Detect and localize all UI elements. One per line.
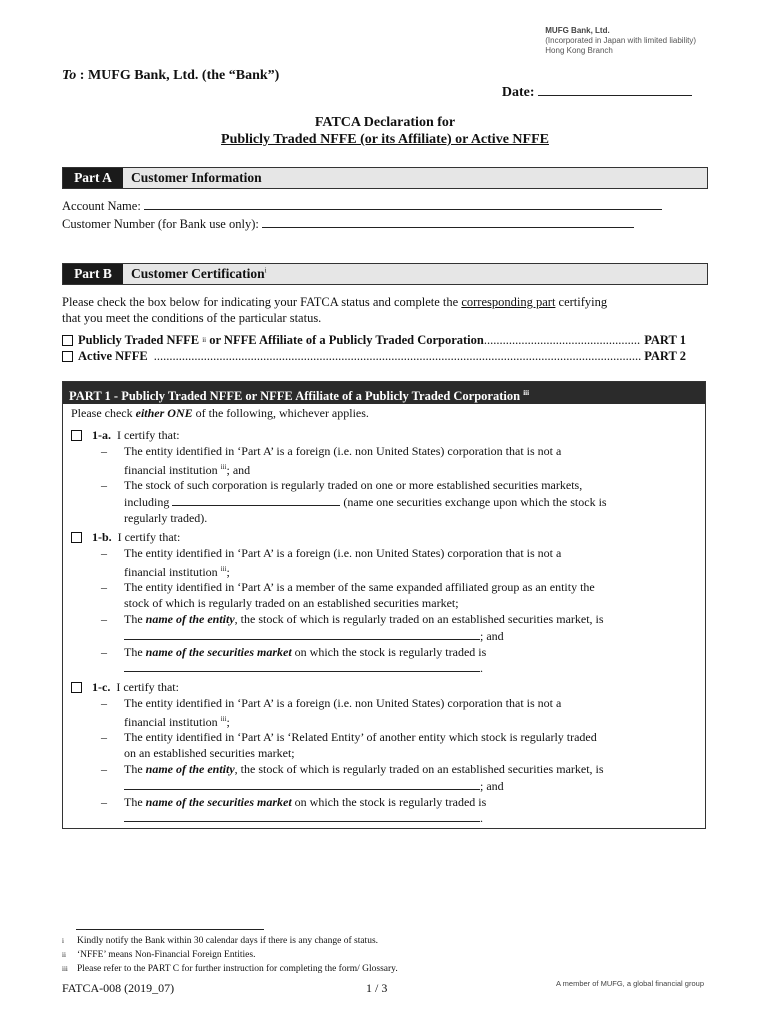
date-field[interactable] (538, 84, 692, 96)
bullet-text: The entity identified in ‘Part A’ is a foreign (i.e. non United States) corporation that is not a (124, 443, 562, 458)
bullet-text: , the stock of which is regularly traded on an established securities market, is (234, 761, 604, 776)
bullet-text: (name one securities exchange upon which the stock is (340, 495, 607, 510)
bullet-text: . (480, 661, 483, 676)
bullet-text: . (480, 811, 483, 826)
part-b-tag: Part B (63, 264, 123, 284)
page-number: 1 / 3 (366, 981, 388, 995)
bullet-text: The entity identified in ‘Part A’ is a member of the same expanded affiliated group as an entity the (124, 580, 595, 595)
bullet: – The name of the securities market on which the stock is regularly traded is (101, 794, 487, 809)
bullet-cont (71, 712, 701, 731)
bullet-text: ; and (226, 462, 251, 477)
bullet-emphasis: name of the entity (145, 761, 235, 776)
option-1a-code: 1-a. (92, 428, 111, 442)
bullet-text: The (124, 794, 146, 809)
bullet-text: financial institution (124, 714, 221, 729)
certify-text: I certify that: (116, 680, 179, 694)
securities-market-field[interactable] (124, 810, 480, 822)
bullet-cont (71, 628, 701, 645)
checkbox-active-nffe[interactable] (62, 351, 73, 362)
footnote-text: Kindly notify the Bank within 30 calendar days if there is any change of status. (77, 936, 379, 946)
checkbox-1a[interactable] (71, 430, 82, 441)
option-1c-code: 1-c. (92, 680, 111, 694)
part-1-section (62, 381, 706, 829)
leader-dots (154, 348, 641, 364)
intro-text-2: certifying (555, 295, 608, 309)
part-b-header (62, 263, 708, 285)
part-b-name (123, 266, 267, 282)
account-name-row (62, 198, 662, 214)
footnote-iii (62, 963, 398, 976)
option-active-nffe[interactable] (62, 348, 686, 364)
bullet-cont (71, 460, 701, 479)
instruction-post: of the following, whichever applies. (192, 406, 369, 420)
checkbox-1b[interactable] (71, 532, 82, 543)
bullet: – The entity identified in ‘Part A’ is ‘Related Entity’ of another entity which stock is regularly traded (101, 730, 597, 745)
footnote-ref-iii: iii (220, 714, 227, 723)
option-1-text-cont: or NFFE Affiliate of a Publicly Traded Corporation (206, 333, 484, 347)
bullet-text: on an established securities market; (124, 746, 295, 761)
part-1-header-text: PART 1 - Publicly Traded NFFE or NFFE Affiliate of a Publicly Traded Corporation (69, 389, 521, 404)
part-1-header (63, 382, 705, 404)
part-a-tag: Part A (63, 168, 123, 188)
footnote-ref-iii: iii (220, 564, 227, 573)
bullet-cont (71, 660, 701, 677)
checkbox-1c[interactable] (71, 682, 82, 693)
bullet-emphasis: name of the securities market (145, 644, 292, 659)
bullet: – The name of the securities market on which the stock is regularly traded is (101, 644, 487, 659)
bullet-text: on which the stock is regularly traded is (291, 644, 487, 659)
bullet-cont (71, 596, 701, 612)
bullet-text: The entity identified in ‘Part A’ is a foreign (i.e. non United States) corporation that is not a (124, 695, 562, 710)
bullet-cont (71, 511, 701, 527)
bullet-text: regularly traded). (124, 510, 208, 525)
footnote-ref-iii: iii (220, 462, 227, 471)
option-2-part-ref: PART 2 (644, 349, 686, 363)
footnote-divider (76, 929, 264, 930)
bullet-text: financial institution (124, 462, 221, 477)
bullet-text: The (124, 644, 146, 659)
bullet-text: The entity identified in ‘Part A’ is ‘Related Entity’ of another entity which stock is regularly traded (124, 730, 597, 745)
bullet-text: on which the stock is regularly traded is (291, 794, 487, 809)
leader-dots (484, 332, 641, 348)
bank-incorporation: (Incorporated in Japan with limited liability) (545, 36, 696, 45)
group-tagline: A member of MUFG, a global financial group (556, 979, 704, 988)
bank-name: MUFG Bank, Ltd. (545, 26, 610, 35)
option-1-part-ref: PART 1 (644, 333, 686, 347)
title-line-1: FATCA Declaration for (314, 115, 456, 130)
bullet-cont (71, 810, 701, 827)
part-b-intro (62, 294, 702, 326)
instruction-em: either ONE (135, 406, 193, 420)
to-prefix: To (62, 68, 77, 83)
customer-number-label: Customer Number (for Bank use only): (62, 217, 259, 231)
date-line (502, 84, 692, 101)
document-title (0, 114, 770, 148)
entity-name-field[interactable] (124, 628, 480, 640)
option-2-text: Active NFFE (78, 349, 148, 363)
footnote-mark: i (62, 937, 64, 945)
bullet: – The entity identified in ‘Part A’ is a foreign (i.e. non United States) corporation that is not a (101, 695, 562, 710)
bullet: – The entity identified in ‘Part A’ is a foreign (i.e. non United States) corporation that is not a (101, 545, 562, 560)
bullet-text: ; and (480, 628, 504, 643)
bullet-text: The (124, 761, 146, 776)
bullet-text: ; and (480, 778, 504, 793)
instruction-pre: Please check (71, 406, 136, 420)
customer-number-field[interactable] (262, 216, 634, 228)
bullet-cont (71, 494, 701, 511)
intro-text-1: Please check the box below for indicating your FATCA status and complete the (62, 295, 462, 309)
footnote-ref-i: i (264, 266, 267, 275)
part-a-header (62, 167, 708, 189)
option-1c (71, 680, 701, 827)
option-1a (71, 428, 701, 527)
corresponding-part-link: corresponding part (461, 295, 556, 309)
part-b-name-text: Customer Certification (131, 266, 265, 281)
customer-number-row (62, 216, 634, 232)
bullet-cont (71, 562, 701, 581)
footnote-ref-ii: ii (202, 336, 207, 344)
footnote-ii (62, 949, 255, 962)
bullet-text: ; (226, 714, 230, 729)
option-publicly-traded[interactable] (62, 332, 686, 348)
checkbox-publicly-traded[interactable] (62, 335, 73, 346)
bullet-text: The stock of such corporation is regularly traded on one or more established securities markets, (124, 478, 583, 493)
account-name-label: Account Name: (62, 199, 141, 213)
footnote-text: ‘NFFE’ means Non-Financial Foreign Entities. (77, 950, 256, 960)
bullet-cont (71, 778, 701, 795)
bullet-text: The (124, 611, 146, 626)
to-text: : MUFG Bank, Ltd. (the “Bank”) (79, 68, 280, 83)
addressee-line (62, 68, 279, 84)
part-a-name: Customer Information (131, 170, 262, 185)
form-code: FATCA-008 (2019_07) (62, 981, 175, 995)
bank-letterhead (545, 26, 696, 56)
bullet-emphasis: name of the entity (145, 611, 235, 626)
securities-exchange-field[interactable] (172, 494, 340, 506)
bullet-emphasis: name of the securities market (145, 794, 292, 809)
certify-text: I certify that: (117, 428, 180, 442)
bullet-cont (71, 746, 701, 762)
bullet-text: , the stock of which is regularly traded on an established securities market, is (234, 611, 604, 626)
bullet-text: financial institution (124, 564, 221, 579)
bullet-text: including (124, 495, 173, 510)
bullet: – The name of the entity, the stock of which is regularly traded on an established securities market, is (101, 761, 604, 776)
date-label: Date: (501, 85, 535, 100)
securities-market-field[interactable] (124, 660, 480, 672)
footnote-text: Please refer to the PART C for further instruction for completing the form/ Glossary. (77, 964, 398, 974)
footnote-mark: ii (62, 951, 66, 959)
option-1-text: Publicly Traded NFFE (78, 333, 203, 347)
bullet-text: ; (226, 564, 230, 579)
account-name-field[interactable] (144, 198, 662, 210)
footnote-i (62, 935, 378, 948)
bullet: – The stock of such corporation is regularly traded on one or more established securities markets, (101, 478, 583, 493)
option-1b (71, 530, 701, 677)
bullet: – The name of the entity, the stock of which is regularly traded on an established securities market, is (101, 611, 604, 626)
bullet: – The entity identified in ‘Part A’ is a foreign (i.e. non United States) corporation that is not a (101, 443, 562, 458)
bullet-text: The entity identified in ‘Part A’ is a foreign (i.e. non United States) corporation that is not a (124, 545, 562, 560)
intro-text-3: that you meet the conditions of the particular status. (62, 311, 322, 325)
certify-text: I certify that: (117, 530, 181, 544)
option-1b-code: 1-b. (92, 530, 112, 544)
part-1-instruction (71, 406, 701, 422)
footnote-mark: iii (62, 965, 68, 973)
footnote-ref-iii: iii (523, 389, 530, 397)
title-line-2: Publicly Traded NFFE (or its Affiliate) or Active NFFE (221, 132, 549, 147)
entity-name-field[interactable] (124, 778, 480, 790)
bullet: – The entity identified in ‘Part A’ is a member of the same expanded affiliated group as an entity the (101, 580, 595, 595)
bank-branch: Hong Kong Branch (545, 46, 613, 55)
bullet-text: stock of which is regularly traded on an established securities market; (124, 596, 459, 611)
